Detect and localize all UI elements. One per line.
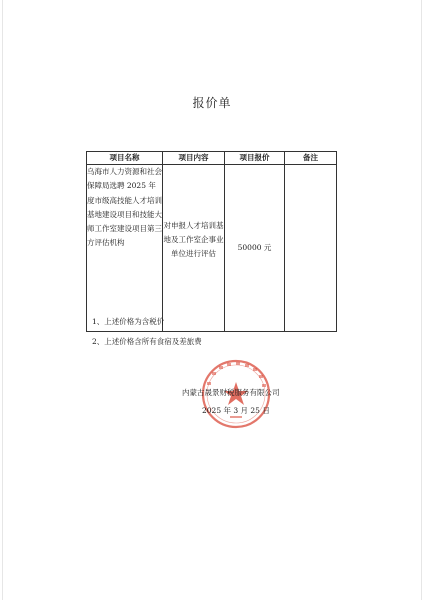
scan-edge-right [421,0,422,600]
quote-table [86,151,337,332]
cell-project-content-wrap [163,165,225,332]
document-date: 2025 年 3 月 25 日 [202,406,270,415]
cell-project-name: 乌海市人力资源和社会保障局选聘 2025 年度市级高技能人才培训基地建设项目和技能大师工作室建设项目第三方评估机构 [87,165,163,332]
company-name: 内蒙古晟景财税服务有限公司 [182,388,280,397]
header-project-price: 项目报价 [225,152,285,165]
note-expenses-included: 2、上述价格含所有食宿及差旅费 [92,337,202,346]
header-remark: 备注 [285,152,337,165]
scan-edge-left [2,0,3,600]
header-project-name: 项目名称 [87,152,163,165]
cell-remark [285,165,337,332]
table-row [87,165,337,332]
note-tax-included: 1、上述价格为含税价 [92,317,165,326]
cell-project-price: 50000 元 [225,165,285,332]
header-project-content: 项目内容 [163,152,225,165]
table-header-row [87,152,337,165]
cell-project-content: 对申报人才培训基地及工作室企事业单位进行评估 [163,221,224,258]
document-title: 报价单 [192,96,232,110]
